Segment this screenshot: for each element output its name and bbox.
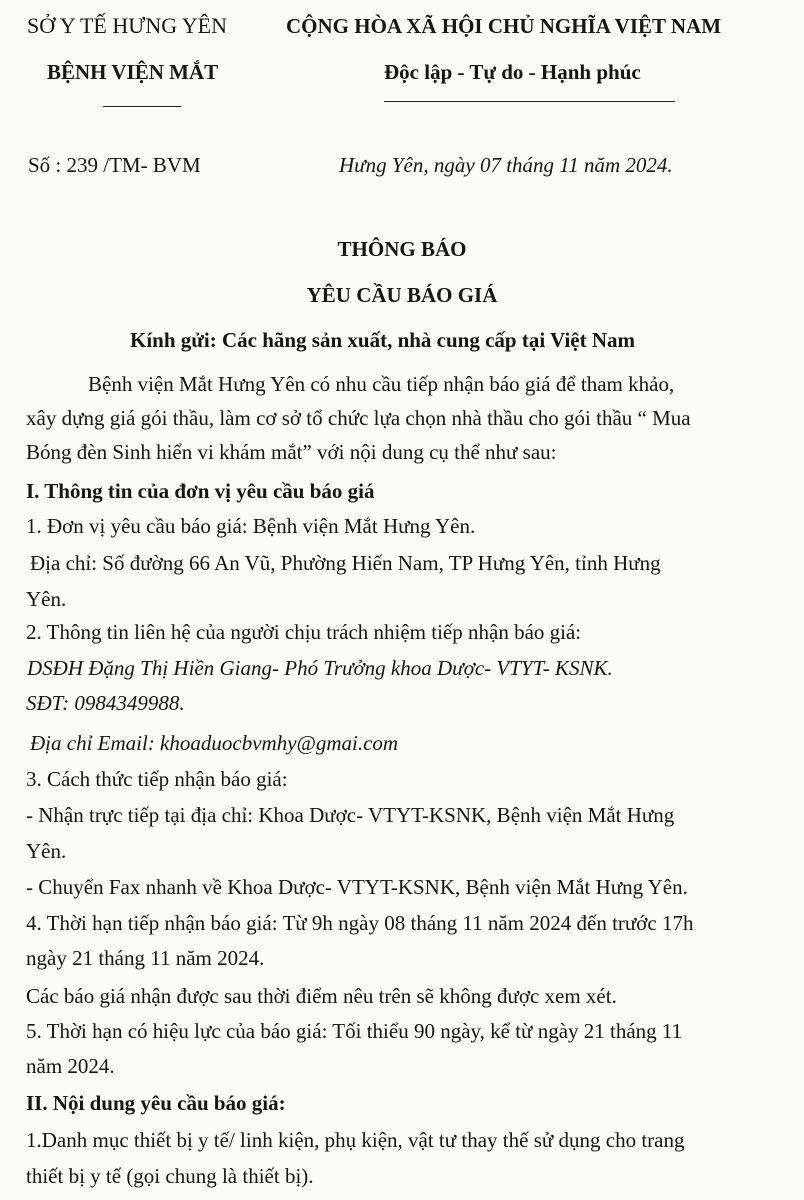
hospital-underline bbox=[103, 106, 181, 107]
contact-name: DSĐH Đặng Thị Hiền Giang- Phó Trưởng khoa Dược- VTYT- KSNK. bbox=[27, 656, 613, 680]
contact-email: Địa chỉ Email: khoaduocbvmhy@gmai.com bbox=[30, 731, 399, 755]
section-heading: II. Nội dung yêu cầu báo giá: bbox=[26, 1091, 286, 1115]
address-line: Địa chỉ: Số đường 66 An Vũ, Phường Hiến Nam, TP Hưng Yên, tỉnh Hưng bbox=[30, 551, 661, 575]
validity-period: năm 2024. bbox=[26, 1054, 115, 1078]
receipt-method-heading: 3. Cách thức tiếp nhận báo giá: bbox=[26, 767, 288, 791]
contact-heading: 2. Thông tin liên hệ của người chịu trách nhiệm tiếp nhận báo giá: bbox=[26, 620, 582, 644]
place-date: Hưng Yên, ngày 07 tháng 11 năm 2024. bbox=[339, 153, 673, 177]
agency-name: SỞ Y TẾ HƯNG YÊN bbox=[27, 13, 227, 38]
receipt-deadline: 4. Thời hạn tiếp nhận báo giá: Từ 9h ngày 08 tháng 11 năm 2024 đến trước 17h bbox=[26, 911, 694, 935]
intro-line: xây dựng giá gói thầu, làm cơ sở tổ chức lựa chọn nhà thầu cho gói thầu “ Mua bbox=[26, 406, 691, 430]
receipt-deadline: ngày 21 tháng 11 năm 2024. bbox=[26, 946, 265, 970]
equipment-list-item: 1.Danh mục thiết bị y tế/ linh kiện, phụ kiện, vật tư thay thế sử dụng cho trang bbox=[26, 1128, 685, 1152]
republic-title: CỘNG HÒA XÃ HỘI CHỦ NGHĨA VIỆT NAM bbox=[286, 14, 722, 38]
contact-phone: SĐT: 0984349988. bbox=[26, 691, 185, 715]
recipient: Kính gửi: Các hãng sản xuất, nhà cung cấp tại Việt Nam bbox=[130, 328, 636, 352]
notice-title: THÔNG BÁO bbox=[337, 237, 467, 261]
motto-underline bbox=[384, 101, 675, 102]
intro-line: Bệnh viện Mắt Hưng Yên có nhu cầu tiếp nhận báo giá để tham khảo, bbox=[88, 372, 675, 396]
receipt-method-fax: - Chuyển Fax nhanh về Khoa Dược- VTYT-KSNK, Bệnh viện Mắt Hưng Yên. bbox=[26, 875, 688, 899]
receipt-method-direct: Yên. bbox=[26, 839, 67, 863]
section-heading: I. Thông tin của đơn vị yêu cầu báo giá bbox=[26, 479, 375, 503]
validity-period: 5. Thời hạn có hiệu lực của báo giá: Tối thiểu 90 ngày, kể từ ngày 21 tháng 11 bbox=[26, 1019, 683, 1043]
address-line: Yên. bbox=[26, 587, 67, 611]
receipt-method-direct: - Nhận trực tiếp tại địa chỉ: Khoa Dược- VTYT-KSNK, Bệnh viện Mắt Hưng bbox=[26, 803, 675, 827]
document-number: Số : 239 /TM- BVM bbox=[28, 153, 201, 177]
late-note: Các báo giá nhận được sau thời điểm nêu trên sẽ không được xem xét. bbox=[26, 984, 617, 1008]
equipment-list-item: thiết bị y tế (gọi chung là thiết bị). bbox=[26, 1164, 314, 1188]
hospital-name: BỆNH VIỆN MẮT bbox=[47, 60, 219, 84]
notice-subtitle: YÊU CẦU BÁO GIÁ bbox=[306, 283, 498, 307]
motto: Độc lập - Tự do - Hạnh phúc bbox=[384, 60, 641, 84]
requesting-unit: 1. Đơn vị yêu cầu báo giá: Bệnh viện Mắt Hưng Yên. bbox=[26, 514, 476, 538]
intro-line: Bóng đèn Sinh hiển vi khám mắt” với nội dung cụ thể như sau: bbox=[26, 440, 557, 464]
